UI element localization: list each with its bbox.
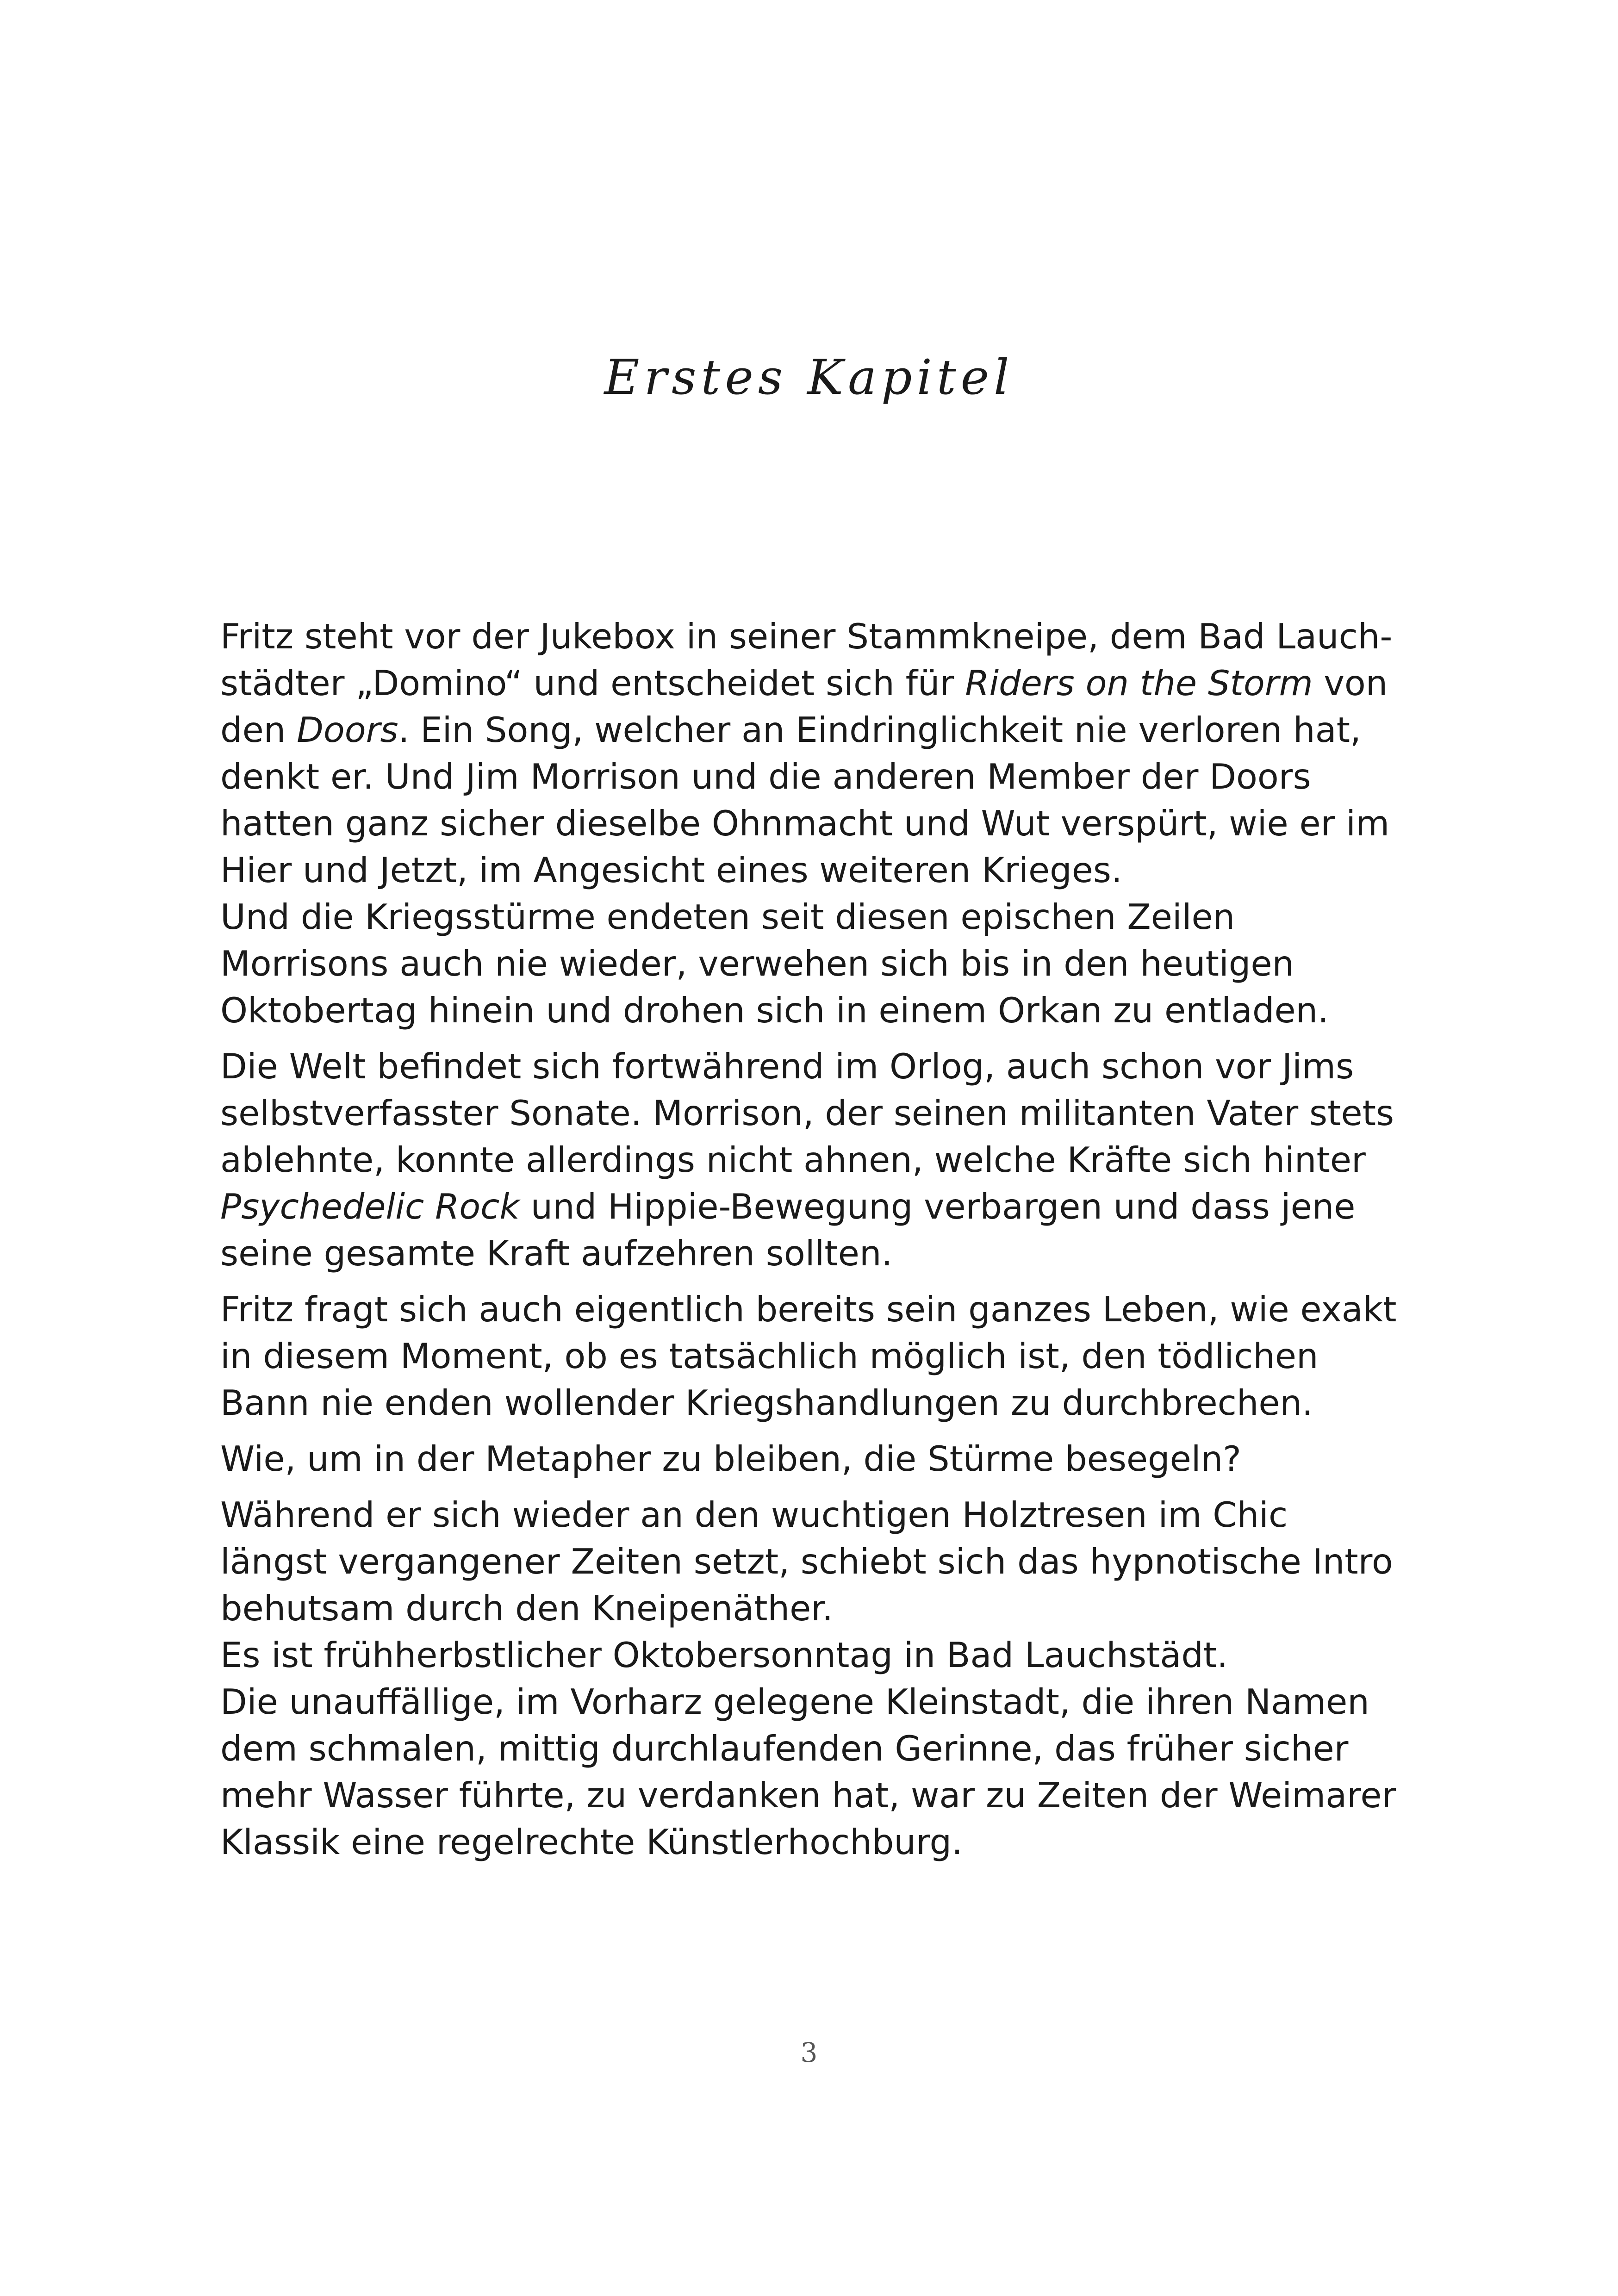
text-line: in diesem Moment, ob es tatsächlich möglich ist, den tödlichen bbox=[220, 1336, 1319, 1376]
chapter-title: Erstes Kapitel bbox=[604, 349, 1014, 405]
text-line: Die Welt befindet sich fortwährend im Orlog, auch schon vor Jims bbox=[220, 1046, 1354, 1087]
text-line: Klassik eine regelrechte Künstlerhochburg. bbox=[220, 1822, 963, 1862]
text-line: Wie, um in der Metapher zu bleiben, die Stürme besegeln? bbox=[220, 1438, 1241, 1479]
page-number: 3 bbox=[800, 2037, 818, 2068]
text-line: Morrisons auch nie wieder, verwehen sich bis in den heutigen bbox=[220, 943, 1294, 984]
text-line: hatten ganz sicher dieselbe Ohnmacht und Wut verspürt, wie er im bbox=[220, 803, 1390, 844]
text-line: Fritz steht vor der Jukebox in seiner Stammkneipe, dem Bad Lauch- bbox=[220, 616, 1393, 657]
text-line: dem schmalen, mittig durchlaufenden Gerinne, das früher sicher bbox=[220, 1728, 1349, 1769]
text-line: behutsam durch den Kneipenäther. bbox=[220, 1588, 834, 1629]
chapter-body bbox=[220, 613, 1433, 1866]
text-line: Während er sich wieder an den wuchtigen Holztresen im Chic bbox=[220, 1494, 1288, 1535]
text-line: ablehnte, konnte allerdings nicht ahnen, welche Kräfte sich hinter bbox=[220, 1139, 1366, 1180]
text-line: Hier und Jetzt, im Angesicht eines weiteren Krieges. bbox=[220, 850, 1122, 890]
text-line: mehr Wasser führte, zu verdanken hat, war zu Zeiten der Weimarer bbox=[220, 1775, 1396, 1816]
text-line: Die unauffällige, im Vorharz gelegene Kleinstadt, die ihren Namen bbox=[220, 1681, 1369, 1722]
text-line: Psychedelic Rock und Hippie-Bewegung verbargen und dass jene bbox=[220, 1186, 1356, 1227]
genre-name: Psychedelic Rock bbox=[220, 1186, 520, 1227]
text-line: Fritz fragt sich auch eigentlich bereits sein ganzes Leben, wie exakt bbox=[220, 1289, 1397, 1330]
text-line: Bann nie enden wollender Kriegshandlungen zu durchbrechen. bbox=[220, 1382, 1313, 1423]
text-line: den Doors. Ein Song, welcher an Eindringlichkeit nie verloren hat, bbox=[220, 709, 1361, 750]
text-line: selbstverfasster Sonate. Morrison, der seinen militanten Vater stets bbox=[220, 1093, 1394, 1133]
text-line: städter „Domino“ und entscheidet sich für Riders on the Storm von bbox=[220, 663, 1388, 703]
text-line: Es ist frühherbstlicher Oktobersonntag in Bad Lauchstädt. bbox=[220, 1635, 1228, 1675]
band-name: Doors bbox=[297, 709, 398, 750]
text-line: längst vergangener Zeiten setzt, schiebt sich das hypnotische Intro bbox=[220, 1541, 1393, 1582]
text-line: denkt er. Und Jim Morrison und die anderen Member der Doors bbox=[220, 756, 1311, 797]
text-line: seine gesamte Kraft aufzehren sollten. bbox=[220, 1233, 893, 1274]
text-line: Und die Kriegsstürme endeten seit diesen epischen Zeilen bbox=[220, 896, 1235, 937]
text-line: Oktobertag hinein und drohen sich in einem Orkan zu entladen. bbox=[220, 990, 1329, 1031]
song-title: Riders on the Storm bbox=[965, 663, 1313, 703]
